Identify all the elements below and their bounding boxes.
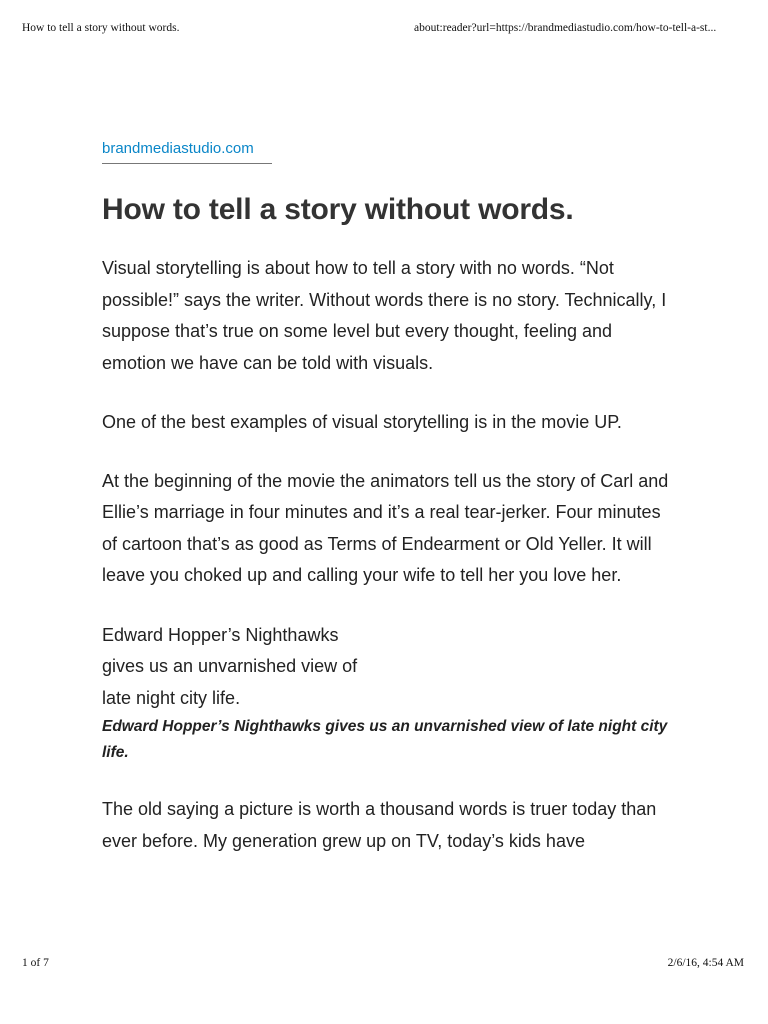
figure-nighthawks: [102, 620, 672, 767]
article-paragraph: The old saying a picture is worth a thousand words is truer today than ever before. My generation grew up on TV, today’s kids have: [102, 799, 657, 851]
reader-article: [102, 140, 672, 857]
print-header-title: How to tell a story without words.: [22, 22, 180, 34]
article-paragraph: At the beginning of the movie the animators tell us the story of Carl and Ellie’s marriage in four minutes and it’s a real tear-jerker. Four minutes of cartoon that’s as good as Terms of Endearment or Old Yeller. It will leave you choked up and calling your wife to tell her you love her.: [102, 470, 669, 585]
source-domain-link[interactable]: brandmediastudio.com: [102, 140, 272, 164]
print-header-url: about:reader?url=https://brandmediastudio.com/how-to-tell-a-st...: [414, 22, 717, 34]
image-alt-text-line: late night city life.: [102, 687, 241, 708]
article-title: How to tell a story without words.: [102, 193, 574, 226]
article-paragraph: Visual storytelling is about how to tell a story with no words. “Not possible!” says the writer. Without words there is no story. Technically, I suppose that’s true on some level but every thought, feeling and emotion we have can be told with visuals.: [102, 258, 667, 373]
print-datetime: 2/6/16, 4:54 AM: [667, 957, 744, 969]
figure-caption: Edward Hopper’s Nighthawks gives us an unvarnished view of late night city life.: [102, 718, 668, 761]
page-number: 1 of 7: [22, 957, 49, 969]
image-alt-text-line: gives us an unvarnished view of: [102, 656, 358, 676]
article-paragraph: One of the best examples of visual storytelling is in the movie UP.: [102, 412, 622, 432]
image-alt-text-line: Edward Hopper’s Nighthawks: [102, 624, 339, 645]
